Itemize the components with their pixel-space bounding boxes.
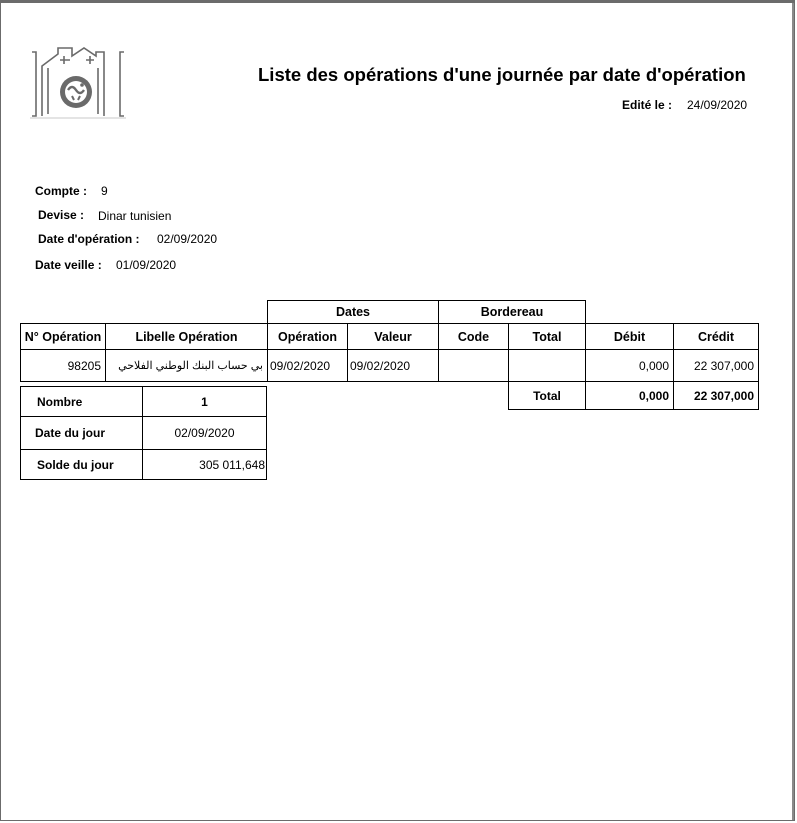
operation-date-value: 02/09/2020: [157, 232, 218, 246]
summary-count-value: 1: [142, 386, 267, 417]
table-cell-op-number: 98205: [20, 349, 106, 382]
edited-date-value: 24/09/2020: [687, 98, 748, 112]
summary-day-date-label: Date du jour: [20, 416, 143, 450]
report-title: Liste des opérations d'une journée par date d'opération: [258, 64, 746, 85]
table-cell-code: [438, 349, 509, 382]
table-cell-credit: 22 307,000: [673, 349, 759, 382]
column-header-op-number: N° Opération: [20, 323, 106, 350]
totals-label: Total: [508, 381, 586, 410]
column-header-total: Total: [508, 323, 586, 350]
column-header-credit: Crédit: [673, 323, 759, 350]
account-label: Compte :: [35, 184, 87, 198]
operation-date-label: Date d'opération :: [38, 232, 140, 246]
column-header-operation: Opération: [267, 323, 348, 350]
group-header-bordereau: Bordereau: [438, 300, 586, 324]
column-header-debit: Débit: [585, 323, 674, 350]
column-header-label: Libelle Opération: [105, 323, 268, 350]
previous-date-value: 01/09/2020: [116, 258, 177, 272]
summary-count-label: Nombre: [20, 386, 143, 417]
table-cell-debit: 0,000: [585, 349, 674, 382]
currency-label: Devise :: [38, 208, 85, 222]
edited-date-label: Edité le :: [622, 98, 673, 112]
company-logo-icon: [28, 44, 128, 120]
account-value: 9: [101, 184, 108, 198]
totals-debit: 0,000: [585, 381, 674, 410]
summary-balance-label: Solde du jour: [20, 449, 143, 480]
table-cell-label: بي حساب البنك الوطني الفلاحي: [105, 349, 268, 382]
currency-value: Dinar tunisien: [98, 209, 172, 223]
previous-date-label: Date veille :: [35, 258, 102, 272]
table-cell-value-date: 09/02/2020: [347, 349, 439, 382]
column-header-value: Valeur: [347, 323, 439, 350]
group-header-dates: Dates: [267, 300, 439, 324]
table-cell-total: [508, 349, 586, 382]
summary-balance-value: 305 011,648: [142, 449, 267, 480]
summary-day-date-value: 02/09/2020: [142, 416, 267, 450]
column-header-code: Code: [438, 323, 509, 350]
table-cell-operation-date: 09/02/2020: [267, 349, 348, 382]
totals-credit: 22 307,000: [673, 381, 759, 410]
